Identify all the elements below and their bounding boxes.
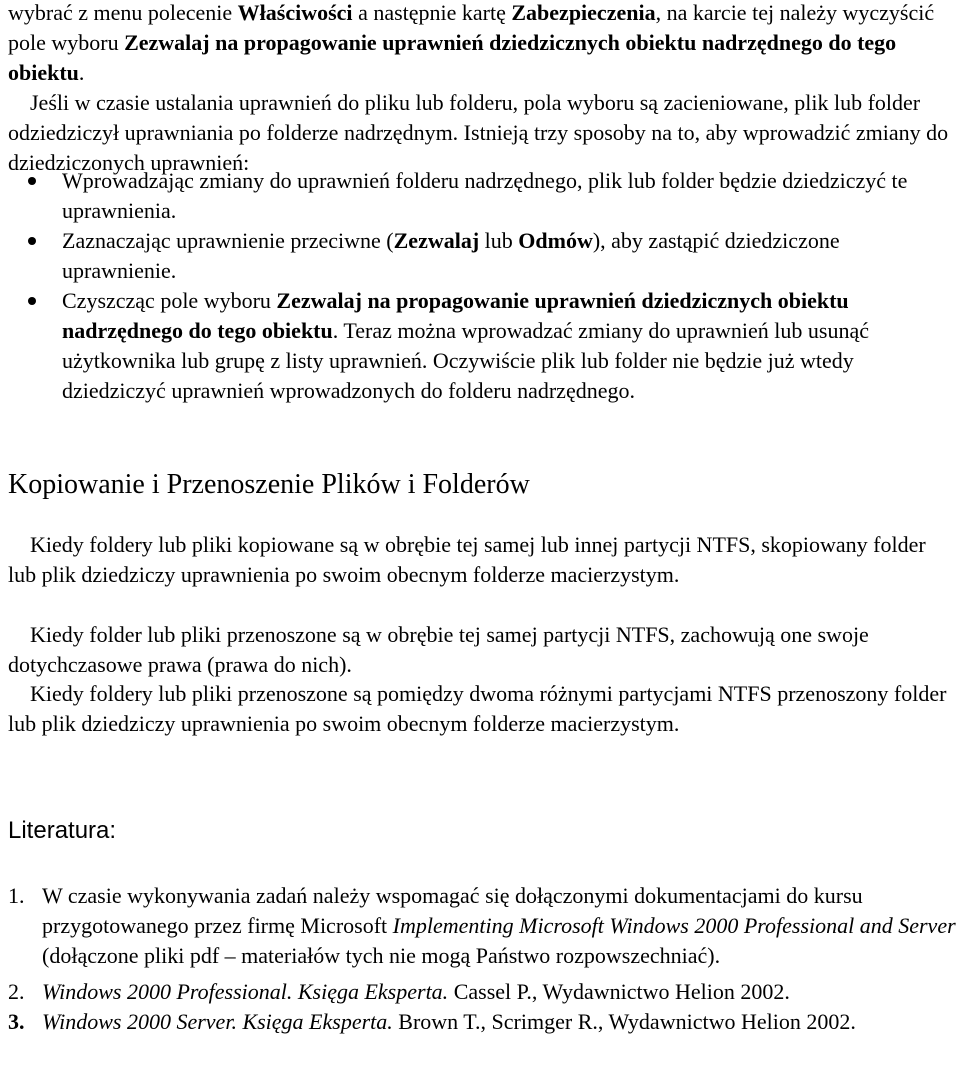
bullet-item [8, 226, 958, 286]
intro-text: wybrać z menu polecenie [8, 0, 238, 25]
bullet-text: . Teraz można wprowadzać zmiany do uprawnień lub usunąć użytkownika lub grupę z listy uprawnień. Oczywiście plik lub folder nie będzie już wtedy dziedziczyć uprawnień wprowadzonych do folderu nadrzędnego. [62, 318, 869, 403]
tab-name-security: Zabezpieczenia [511, 0, 656, 25]
reference-text: W czasie wykonywania zadań należy wspomagać się dołączonymi dokumentacjami do kursu przygotowanego przez firmę Microsoft [42, 883, 863, 938]
checkbox-name-propagate: Zezwalaj na propagowanie uprawnień dziedzicznych obiektu nadrzędnego do tego obiektu [8, 30, 897, 85]
bullet-dot-icon [28, 297, 36, 305]
move-between-partitions-paragraph [8, 679, 958, 739]
inherit-note-paragraph: Jeśli w czasie ustalania uprawnień do pliku lub folderu, pola wyboru są zacieniowane, plik lub folder odziedziczył uprawniania po folderze nadrzędnym. Istnieją trzy sposoby na to, aby wprowadzić zmiany do dziedziczonych uprawnień: [8, 90, 949, 175]
reference-item [8, 977, 958, 1007]
bullet-bold-deny: Odmów [518, 228, 593, 253]
reference-text: Cassel P., Wydawnictwo Helion 2002. [448, 979, 790, 1004]
options-bullet-list [8, 166, 958, 406]
copy-paragraph [8, 530, 958, 590]
bullet-text: Wprowadzając zmiany do uprawnień folderu nadrzędnego, plik lub folder będzie dziedziczyć te uprawnienia. [62, 168, 908, 223]
bullet-text: Czyszcząc pole wyboru [62, 288, 277, 313]
reference-item [8, 1007, 958, 1037]
section-title: Kopiowanie i Przenoszenie Plików i Folderów [8, 469, 530, 500]
reference-text: (dołączone pliki pdf – materiałów tych nie mogą Państwo rozpowszechniać). [42, 943, 721, 968]
reference-text: Brown T., Scrimger R., Wydawnictwo Helion 2002. [392, 1009, 856, 1034]
paragraph-text: Kiedy foldery lub pliki kopiowane są w obrębie tej samej lub innej partycji NTFS, skopiowany folder lub plik dziedziczy uprawnienia po swoim obecnym folderze macierzystym. [8, 532, 926, 587]
reference-title: Windows 2000 Professional. Księga Eksperta. [42, 979, 449, 1004]
bullet-item [8, 286, 958, 406]
intro-text: , na karcie tej należy wyczyścić pole wyboru [8, 0, 935, 55]
intro-paragraph [8, 0, 958, 88]
bullet-dot-icon [28, 177, 36, 185]
reference-number: 3. [8, 1009, 25, 1034]
bullet-dot-icon [28, 237, 36, 245]
bullet-text: lub [479, 228, 519, 253]
bullet-bold-propagate: Zezwalaj na propagowanie uprawnień dziedzicznych obiektu nadrzędnego do tego obiektu [62, 288, 849, 343]
reference-item [8, 881, 958, 971]
bullet-bold-allow: Zezwalaj [393, 228, 480, 253]
paragraph-text: Kiedy foldery lub pliki przenoszone są pomiędzy dwoma różnymi partycjami NTFS przenoszony folder lub plik dziedziczy uprawnienia po swoim obecnym folderze macierzystym. [8, 681, 947, 736]
intro-text: a następnie kartę [352, 0, 512, 25]
references-list [8, 881, 958, 1037]
bullet-text: ), aby zastąpić dziedziczone uprawnienie. [62, 228, 840, 283]
literature-heading: Literatura: [8, 817, 117, 844]
reference-number: 1. [8, 883, 25, 908]
intro-text: . [78, 60, 85, 85]
reference-title: Windows 2000 Server. Księga Eksperta. [42, 1009, 393, 1034]
reference-title: Implementing Microsoft Windows 2000 Professional and Server [392, 913, 956, 938]
reference-number: 2. [8, 979, 25, 1004]
move-same-partition-paragraph [8, 620, 958, 680]
bullet-item [8, 166, 958, 226]
bullet-text: Zaznaczając uprawnienie przeciwne ( [62, 228, 394, 253]
paragraph-text: Kiedy folder lub pliki przenoszone są w obrębie tej samej partycji NTFS, zachowują one swoje dotychczasowe prawa (prawa do nich). [8, 622, 869, 677]
menu-command-properties: Właściwości [237, 0, 353, 25]
